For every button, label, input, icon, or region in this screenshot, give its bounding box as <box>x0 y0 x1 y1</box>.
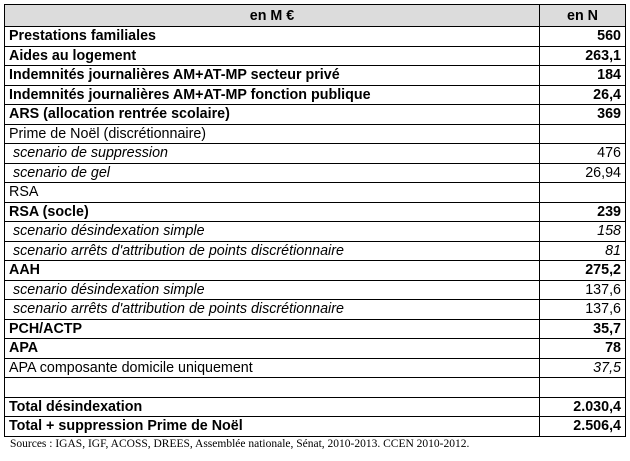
row-label: APA <box>5 339 540 359</box>
row-label <box>5 378 540 398</box>
row-value: 2.506,4 <box>540 417 626 437</box>
table-row <box>5 124 626 144</box>
row-label: PCH/ACTP <box>5 319 540 339</box>
row-label: scenario arrêts d'attribution de points discrétionnaire <box>5 300 540 320</box>
row-value: 263,1 <box>540 46 626 66</box>
row-value: 275,2 <box>540 261 626 281</box>
row-value: 78 <box>540 339 626 359</box>
table-row <box>5 417 626 437</box>
table-row <box>5 261 626 281</box>
row-label: Indemnités journalières AM+AT-MP secteur privé <box>5 66 540 86</box>
row-value: 137,6 <box>540 300 626 320</box>
row-label: scenario arrêts d'attribution de points discrétionnaire <box>5 241 540 261</box>
source-note: Sources : IGAS, IGF, ACOSS, DREES, Assemblée nationale, Sénat, 2010-2013. CCEN 2010-2012. <box>10 437 470 450</box>
row-label: Total désindexation <box>5 397 540 417</box>
table-row <box>5 144 626 164</box>
row-value <box>540 124 626 144</box>
row-value: 239 <box>540 202 626 222</box>
row-value: 476 <box>540 144 626 164</box>
data-table <box>4 4 626 437</box>
table-row <box>5 183 626 203</box>
row-label: RSA <box>5 183 540 203</box>
header-year: en N <box>540 5 626 27</box>
row-label: ARS (allocation rentrée scolaire) <box>5 105 540 125</box>
document <box>4 4 626 450</box>
row-label: scenario de gel <box>5 163 540 183</box>
row-label: Indemnités journalières AM+AT-MP fonction publique <box>5 85 540 105</box>
table-row <box>5 378 626 398</box>
row-value: 37,5 <box>540 358 626 378</box>
table-row <box>5 202 626 222</box>
table-row <box>5 241 626 261</box>
row-label: APA composante domicile uniquement <box>5 358 540 378</box>
table-row <box>5 85 626 105</box>
table-row <box>5 397 626 417</box>
row-value: 81 <box>540 241 626 261</box>
table-row <box>5 46 626 66</box>
table-row <box>5 27 626 47</box>
row-label: RSA (socle) <box>5 202 540 222</box>
row-label: Aides au logement <box>5 46 540 66</box>
row-value: 26,94 <box>540 163 626 183</box>
table-row <box>5 280 626 300</box>
row-value: 2.030,4 <box>540 397 626 417</box>
row-label: scenario de suppression <box>5 144 540 164</box>
table-header-row <box>5 5 626 27</box>
row-label: AAH <box>5 261 540 281</box>
table-row <box>5 319 626 339</box>
header-amount-label: en M € <box>5 5 540 27</box>
row-value: 184 <box>540 66 626 86</box>
row-value: 35,7 <box>540 319 626 339</box>
table-row <box>5 163 626 183</box>
row-value <box>540 183 626 203</box>
row-label: scenario désindexation simple <box>5 280 540 300</box>
table-row <box>5 66 626 86</box>
table-body <box>5 27 626 437</box>
row-value: 560 <box>540 27 626 47</box>
row-value: 137,6 <box>540 280 626 300</box>
table-row <box>5 300 626 320</box>
row-value: 26,4 <box>540 85 626 105</box>
table-row <box>5 358 626 378</box>
row-value <box>540 378 626 398</box>
row-label: Total + suppression Prime de Noël <box>5 417 540 437</box>
row-value: 158 <box>540 222 626 242</box>
table-row <box>5 339 626 359</box>
table-row <box>5 105 626 125</box>
row-value: 369 <box>540 105 626 125</box>
row-label: Prestations familiales <box>5 27 540 47</box>
table-row <box>5 222 626 242</box>
row-label: Prime de Noël (discrétionnaire) <box>5 124 540 144</box>
row-label: scenario désindexation simple <box>5 222 540 242</box>
